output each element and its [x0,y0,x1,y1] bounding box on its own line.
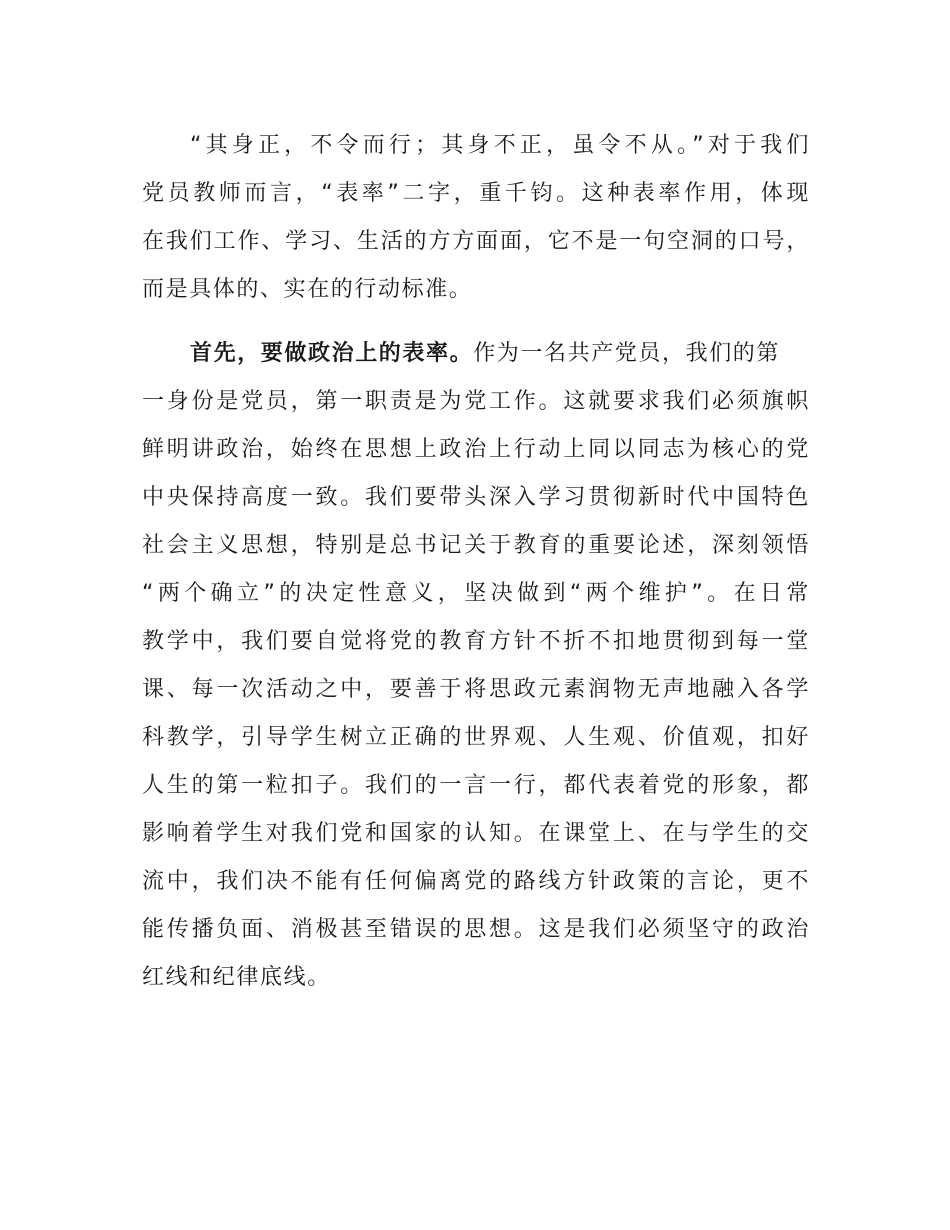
paragraph-line: 鲜明讲政治，始终在思想上政治上行动上同以同志为核心的党 [142,437,810,462]
paragraph-line: 人生的第一粒扣子。我们的一言一行，都代表着党的形象，都 [142,773,810,798]
paragraph-line: 课、每一次活动之中，要善于将思政元素润物无声地融入各学 [142,677,810,702]
paragraph-line: 中央保持高度一致。我们要带头深入学习贯彻新时代中国特色 [142,485,810,510]
paragraph-line: 社会主义思想，特别是总书记关于教育的重要论述，深刻领悟 [142,533,810,558]
paragraph-line: “其身正，不令而行；其身不正，虽令不从。”对于我们 [190,133,810,158]
document-body [142,122,810,1002]
paragraph-line: 流中，我们决不能有任何偏离党的路线方针政策的言论，更不 [142,869,810,894]
paragraph-line [142,330,810,378]
paragraph-line: 红线和纪律底线。 [142,965,331,990]
paragraph-2 [142,330,810,1002]
paragraph-1 [142,122,810,314]
paragraph-line: 能传播负面、消极甚至错误的思想。这是我们必须坚守的政治 [142,917,810,942]
paragraph-line: 一身份是党员，第一职责是为党工作。这就要求我们必须旗帜 [142,389,810,414]
paragraph-line: 党员教师而言，“表率”二字，重千钧。这种表率作用，体现 [142,181,810,206]
paragraph-line: “两个确立”的决定性意义，坚决做到“两个维护”。在日常 [142,581,810,606]
paragraph-line: 教学中，我们要自觉将党的教育方针不折不扣地贯彻到每一堂 [142,629,810,654]
paragraph-line: 影响着学生对我们党和国家的认知。在课堂上、在与学生的交 [142,821,810,846]
paragraph-spacer [142,314,810,330]
paragraph-line: 在我们工作、学习、生活的方方面面，它不是一句空洞的口号， [142,229,810,254]
paragraph-lead-heading: 首先，要做政治上的表率。 [190,341,474,366]
paragraph-line-rest: 作为一名共产党员，我们的第 [473,341,781,366]
paragraph-line: 科教学，引导学生树立正确的世界观、人生观、价值观，扣好 [142,725,810,750]
paragraph-line: 而是具体的、实在的行动标准。 [142,277,473,302]
